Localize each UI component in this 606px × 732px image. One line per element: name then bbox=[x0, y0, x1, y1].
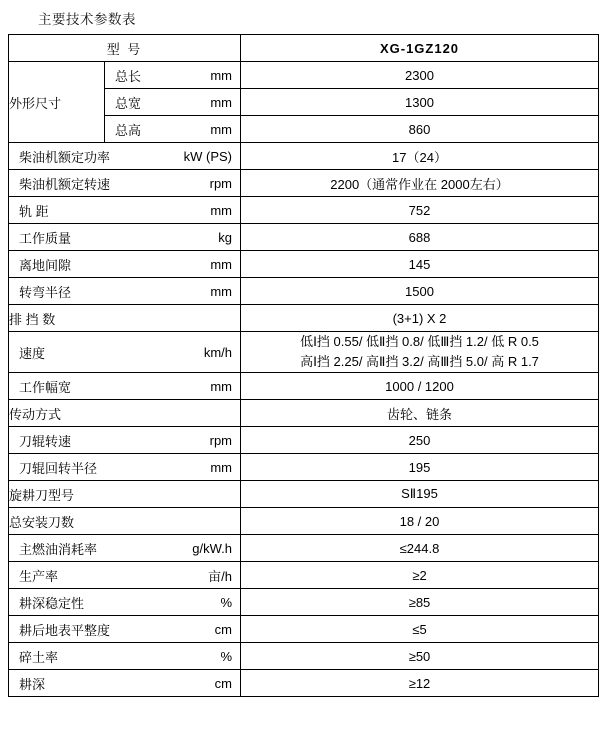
table-row bbox=[9, 373, 599, 400]
track-gauge-unit: mm bbox=[210, 202, 232, 218]
dimension-width-label bbox=[105, 89, 241, 116]
table-row bbox=[9, 427, 599, 454]
working-width-name: 工作幅宽 bbox=[19, 379, 72, 395]
dimension-width-value: 1300 bbox=[241, 89, 599, 116]
speed-unit: km/h bbox=[203, 344, 232, 360]
rotor-speed-value: 250 bbox=[241, 427, 599, 454]
engine-speed-label bbox=[9, 170, 241, 197]
table-row bbox=[9, 535, 599, 562]
dimension-height-name: 总高 bbox=[115, 122, 142, 138]
surface-flatness-label bbox=[9, 616, 241, 643]
track-gauge-name: 轨 距 bbox=[19, 203, 49, 219]
working-width-value: 1000 / 1200 bbox=[241, 373, 599, 400]
speed-line-high: 高Ⅰ挡 2.25/ 高Ⅱ挡 3.2/ 高Ⅲ挡 5.0/ 高 R 1.7 bbox=[300, 354, 539, 370]
productivity-value: ≥2 bbox=[241, 562, 599, 589]
working-mass-unit: kg bbox=[218, 229, 232, 245]
table-row bbox=[9, 143, 599, 170]
rotor-radius-value: 195 bbox=[241, 454, 599, 481]
engine-power-label bbox=[9, 143, 241, 170]
soil-breaking-rate-name: 碎土率 bbox=[19, 649, 59, 665]
table-row bbox=[9, 35, 599, 62]
rotor-speed-name: 刀辊转速 bbox=[19, 433, 72, 449]
track-gauge-label bbox=[9, 197, 241, 224]
dimension-width-name: 总宽 bbox=[115, 95, 142, 111]
page-title: 主要技术参数表 bbox=[38, 12, 136, 27]
engine-power-unit: kW (PS) bbox=[183, 148, 232, 164]
rotor-speed-label bbox=[9, 427, 241, 454]
soil-breaking-rate-unit: % bbox=[220, 648, 232, 664]
working-mass-label bbox=[9, 224, 241, 251]
soil-breaking-rate-label bbox=[9, 643, 241, 670]
table-row bbox=[9, 251, 599, 278]
depth-stability-label bbox=[9, 589, 241, 616]
table-row bbox=[9, 454, 599, 481]
dimension-length-label bbox=[105, 62, 241, 89]
surface-flatness-name: 耕后地表平整度 bbox=[19, 622, 111, 638]
productivity-unit: 亩/h bbox=[208, 568, 232, 584]
blade-count-value: 18 / 20 bbox=[241, 508, 599, 535]
ground-clearance-value: 145 bbox=[241, 251, 599, 278]
track-gauge-value: 752 bbox=[241, 197, 599, 224]
table-row bbox=[9, 589, 599, 616]
table-row bbox=[9, 562, 599, 589]
dimension-length-name: 总长 bbox=[115, 68, 142, 84]
turning-radius-label bbox=[9, 278, 241, 305]
dimension-height-value: 860 bbox=[241, 116, 599, 143]
rotor-radius-unit: mm bbox=[210, 459, 232, 475]
dimension-length-unit: mm bbox=[210, 67, 232, 83]
tilling-depth-value: ≥12 bbox=[241, 670, 599, 697]
working-mass-name: 工作质量 bbox=[19, 230, 72, 246]
turning-radius-unit: mm bbox=[210, 283, 232, 299]
speed-value bbox=[241, 332, 599, 373]
depth-stability-name: 耕深稳定性 bbox=[19, 595, 85, 611]
specification-table bbox=[8, 34, 599, 697]
fuel-consumption-value: ≤244.8 bbox=[241, 535, 599, 562]
engine-speed-value: 2200（通常作业在 2000左右） bbox=[241, 170, 599, 197]
depth-stability-unit: % bbox=[220, 594, 232, 610]
speed-name: 速度 bbox=[19, 345, 46, 361]
tilling-depth-unit: cm bbox=[214, 675, 232, 691]
table-row bbox=[9, 670, 599, 697]
dimensions-group-label: 外形尺寸 bbox=[9, 62, 105, 143]
engine-power-name: 柴油机额定功率 bbox=[19, 149, 111, 165]
rotor-speed-unit: rpm bbox=[209, 432, 232, 448]
soil-breaking-rate-value: ≥50 bbox=[241, 643, 599, 670]
blade-model-value: SⅡ195 bbox=[241, 481, 599, 508]
surface-flatness-unit: cm bbox=[214, 621, 232, 637]
working-width-label bbox=[9, 373, 241, 400]
engine-speed-name: 柴油机额定转速 bbox=[19, 176, 111, 192]
table-row bbox=[9, 332, 599, 373]
ground-clearance-label bbox=[9, 251, 241, 278]
table-row bbox=[9, 224, 599, 251]
dimension-height-unit: mm bbox=[210, 121, 232, 137]
speed-label bbox=[9, 332, 241, 373]
engine-power-value: 17（24） bbox=[241, 143, 599, 170]
dimension-length-value: 2300 bbox=[241, 62, 599, 89]
rotor-radius-label bbox=[9, 454, 241, 481]
surface-flatness-value: ≤5 bbox=[241, 616, 599, 643]
fuel-consumption-unit: g/kW.h bbox=[192, 540, 232, 556]
fuel-consumption-label bbox=[9, 535, 241, 562]
table-row bbox=[9, 643, 599, 670]
depth-stability-value: ≥85 bbox=[241, 589, 599, 616]
speed-line-low: 低Ⅰ挡 0.55/ 低Ⅱ挡 0.8/ 低Ⅲ挡 1.2/ 低 R 0.5 bbox=[300, 334, 539, 349]
tilling-depth-name: 耕深 bbox=[19, 676, 46, 692]
ground-clearance-unit: mm bbox=[210, 256, 232, 272]
dimension-width-unit: mm bbox=[210, 94, 232, 110]
working-width-unit: mm bbox=[210, 378, 232, 394]
table-row bbox=[9, 481, 599, 508]
productivity-label bbox=[9, 562, 241, 589]
engine-speed-unit: rpm bbox=[209, 175, 232, 191]
transmission-label: 传动方式 bbox=[9, 400, 241, 427]
blade-model-label: 旋耕刀型号 bbox=[9, 481, 241, 508]
table-row bbox=[9, 170, 599, 197]
rotor-radius-name: 刀辊回转半径 bbox=[19, 460, 98, 476]
dimension-height-label bbox=[105, 116, 241, 143]
blade-count-label: 总安装刀数 bbox=[9, 508, 241, 535]
gear-count-value: (3+1) X 2 bbox=[241, 305, 599, 332]
model-value: XG‑1GZ120 bbox=[241, 35, 599, 62]
table-row bbox=[9, 62, 599, 89]
transmission-value: 齿轮、链条 bbox=[241, 400, 599, 427]
productivity-name: 生产率 bbox=[19, 568, 59, 584]
model-label: 型 号 bbox=[9, 35, 241, 62]
table-row bbox=[9, 400, 599, 427]
ground-clearance-name: 离地间隙 bbox=[19, 257, 72, 273]
turning-radius-value: 1500 bbox=[241, 278, 599, 305]
table-row bbox=[9, 508, 599, 535]
tilling-depth-label bbox=[9, 670, 241, 697]
fuel-consumption-name: 主燃油消耗率 bbox=[19, 541, 98, 557]
turning-radius-name: 转弯半径 bbox=[19, 284, 72, 300]
table-row bbox=[9, 305, 599, 332]
gear-count-label: 排 挡 数 bbox=[9, 305, 241, 332]
table-row bbox=[9, 278, 599, 305]
table-row bbox=[9, 616, 599, 643]
working-mass-value: 688 bbox=[241, 224, 599, 251]
table-row bbox=[9, 197, 599, 224]
